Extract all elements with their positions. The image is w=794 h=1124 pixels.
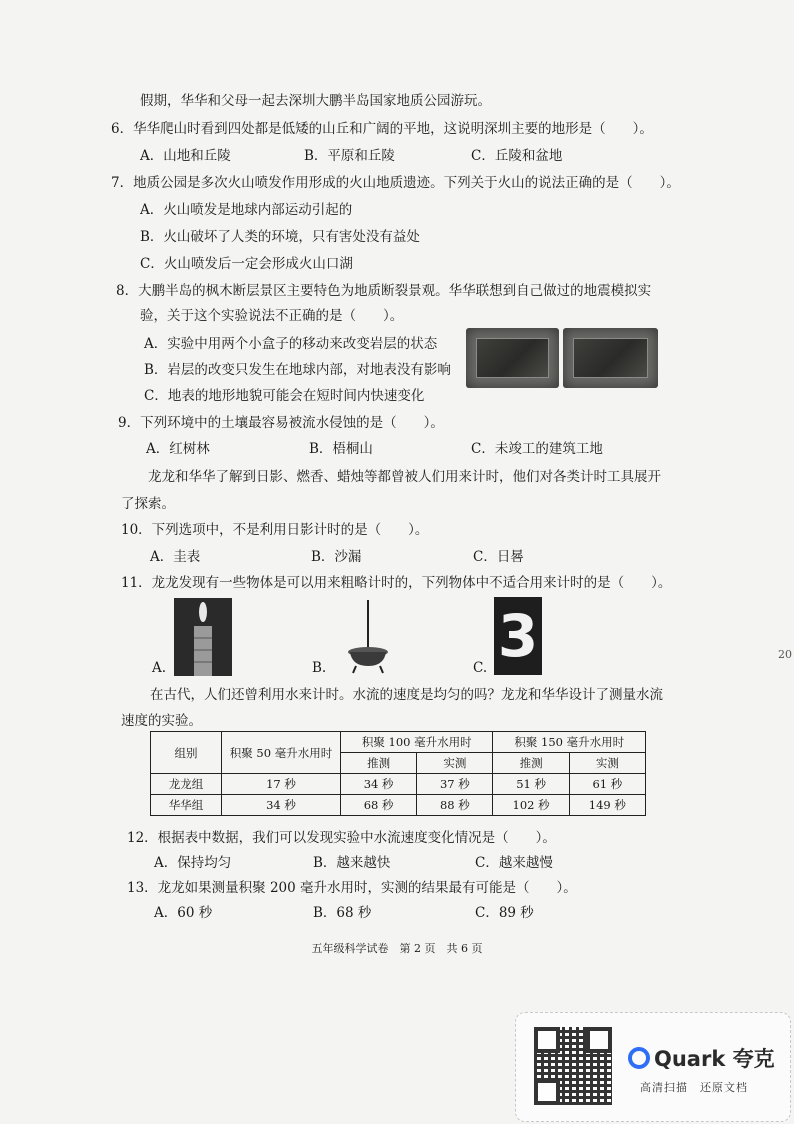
q9-option-a: A．红树林 [146, 441, 210, 457]
q8-stem-line1: 8．大鹏半岛的枫木断层景区主要特色为地质断裂景观。华华联想到自己做过的地震模拟实 [116, 283, 652, 299]
q11-label-a: A. [152, 660, 167, 676]
q10-option-a: A．圭表 [150, 549, 201, 565]
header-100ml: 积聚 100 毫升水用时 [341, 732, 493, 753]
quark-logo-icon [628, 1047, 650, 1069]
cell-t50: 34 秒 [222, 795, 341, 816]
header-50ml: 积聚 50 毫升水用时 [222, 732, 341, 774]
header-150ml: 积聚 150 毫升水用时 [493, 732, 646, 753]
q12-option-c: C．越来越慢 [475, 855, 553, 871]
earthquake-model-photo-1 [466, 328, 559, 388]
quark-watermark [515, 1012, 791, 1122]
q12-option-b: B．越来越快 [313, 855, 391, 871]
cell-g150: 102 秒 [493, 795, 569, 816]
q7-option-b: B．火山破坏了人类的环境，只有害处没有益处 [140, 229, 420, 245]
cell-t50: 17 秒 [222, 774, 341, 795]
header-group: 组别 [151, 732, 222, 774]
q12-option-a: A．保持均匀 [154, 855, 232, 871]
q11-label-c: C. [473, 660, 488, 676]
cell-a100: 37 秒 [417, 774, 493, 795]
q10-stem: 10．下列选项中，不是利用日影计时的是（ ）。 [121, 522, 429, 538]
q11-stem: 11．龙龙发现有一些物体是可以用来粗略计时的，下列物体中不适合用来计时的是（ ）。 [121, 575, 672, 591]
q12-stem: 12．根据表中数据，我们可以发现实验中水流速度变化情况是（ ）。 [127, 830, 556, 846]
q7-option-c: C．火山喷发后一定会形成火山口湖 [140, 256, 353, 272]
quark-brand: Quark 夸克 [628, 1043, 775, 1073]
candle-image [174, 598, 232, 676]
cell-g100: 34 秒 [341, 774, 417, 795]
cell-group: 龙龙组 [151, 774, 222, 795]
q10-option-b: B．沙漏 [311, 549, 362, 565]
q8-stem-line2: 验，关于这个实验说法不正确的是（ ）。 [140, 308, 404, 324]
q6-option-c: C．丘陵和盆地 [471, 148, 563, 164]
cell-a100: 88 秒 [417, 795, 493, 816]
paragraph-timekeeping-line1: 龙龙和华华了解到日影、燃香、蜡烛等都曾被人们用来计时，他们对各类计时工具展开 [148, 469, 661, 485]
table-row [151, 795, 646, 816]
q13-stem: 13．龙龙如果测量积聚 200 毫升水用时，实测的结果最有可能是（ ）。 [127, 880, 577, 896]
q6-option-b: B．平原和丘陵 [304, 148, 395, 164]
q6-option-a: A．山地和丘陵 [140, 148, 231, 164]
header-100ml-actual: 实测 [417, 753, 493, 774]
header-150ml-actual: 实测 [569, 753, 645, 774]
incense-burner-image [342, 600, 394, 674]
q10-option-c: C．日晷 [473, 549, 524, 565]
cell-a150: 61 秒 [569, 774, 645, 795]
q7-stem: 7．地质公园是多次火山喷发作用形成的火山地质遗迹。下列关于火山的说法正确的是（ ）。 [111, 175, 680, 191]
q8-option-b: B．岩层的改变只发生在地球内部，对地表没有影响 [144, 362, 451, 378]
cell-group: 华华组 [151, 795, 222, 816]
q11-label-b: B. [312, 660, 327, 676]
q9-stem: 9．下列环境中的土壤最容易被流水侵蚀的是（ ）。 [118, 415, 444, 431]
q13-option-c: C．89 秒 [475, 905, 534, 921]
cell-g100: 68 秒 [341, 795, 417, 816]
intro-line: 假期，华华和父母一起去深圳大鹏半岛国家地质公园游玩。 [140, 93, 491, 109]
paragraph-water-clock-line2: 速度的实验。 [121, 713, 202, 729]
q13-option-a: A．60 秒 [154, 905, 213, 921]
cell-a150: 149 秒 [569, 795, 645, 816]
q8-option-a: A．实验中用两个小盒子的移动来改变岩层的状态 [144, 336, 438, 352]
q9-option-b: B．梧桐山 [309, 441, 373, 457]
number-card-image [494, 597, 542, 675]
paragraph-water-clock-line1: 在古代，人们还曾利用水来计时。水流的速度是均匀的吗？龙龙和华华设计了测量水流 [150, 687, 663, 703]
paragraph-timekeeping-line2: 了探索。 [121, 496, 175, 512]
quark-slogan: 高清扫描 还原文档 [640, 1081, 748, 1094]
q8-option-c: C．地表的地形地貌可能会在短时间内快速变化 [144, 388, 425, 404]
edge-page-fragment: 20 [778, 648, 792, 661]
qr-code-icon [534, 1027, 612, 1105]
header-100ml-guess: 推测 [341, 753, 417, 774]
number-card-digit: 3 [497, 602, 539, 670]
water-flow-table [150, 731, 646, 816]
q6-stem: 6．华华爬山时看到四处都是低矮的山丘和广阔的平地，这说明深圳主要的地形是（ ）。 [111, 121, 653, 137]
q7-option-a: A．火山喷发是地球内部运动引起的 [140, 202, 353, 218]
q13-option-b: B．68 秒 [313, 905, 372, 921]
page-footer: 五年级科学试卷 第 2 页 共 6 页 [311, 942, 483, 955]
earthquake-model-photo-2 [563, 328, 658, 388]
q9-option-c: C．未竣工的建筑工地 [471, 441, 603, 457]
table-row [151, 774, 646, 795]
header-150ml-guess: 推测 [493, 753, 569, 774]
cell-g150: 51 秒 [493, 774, 569, 795]
